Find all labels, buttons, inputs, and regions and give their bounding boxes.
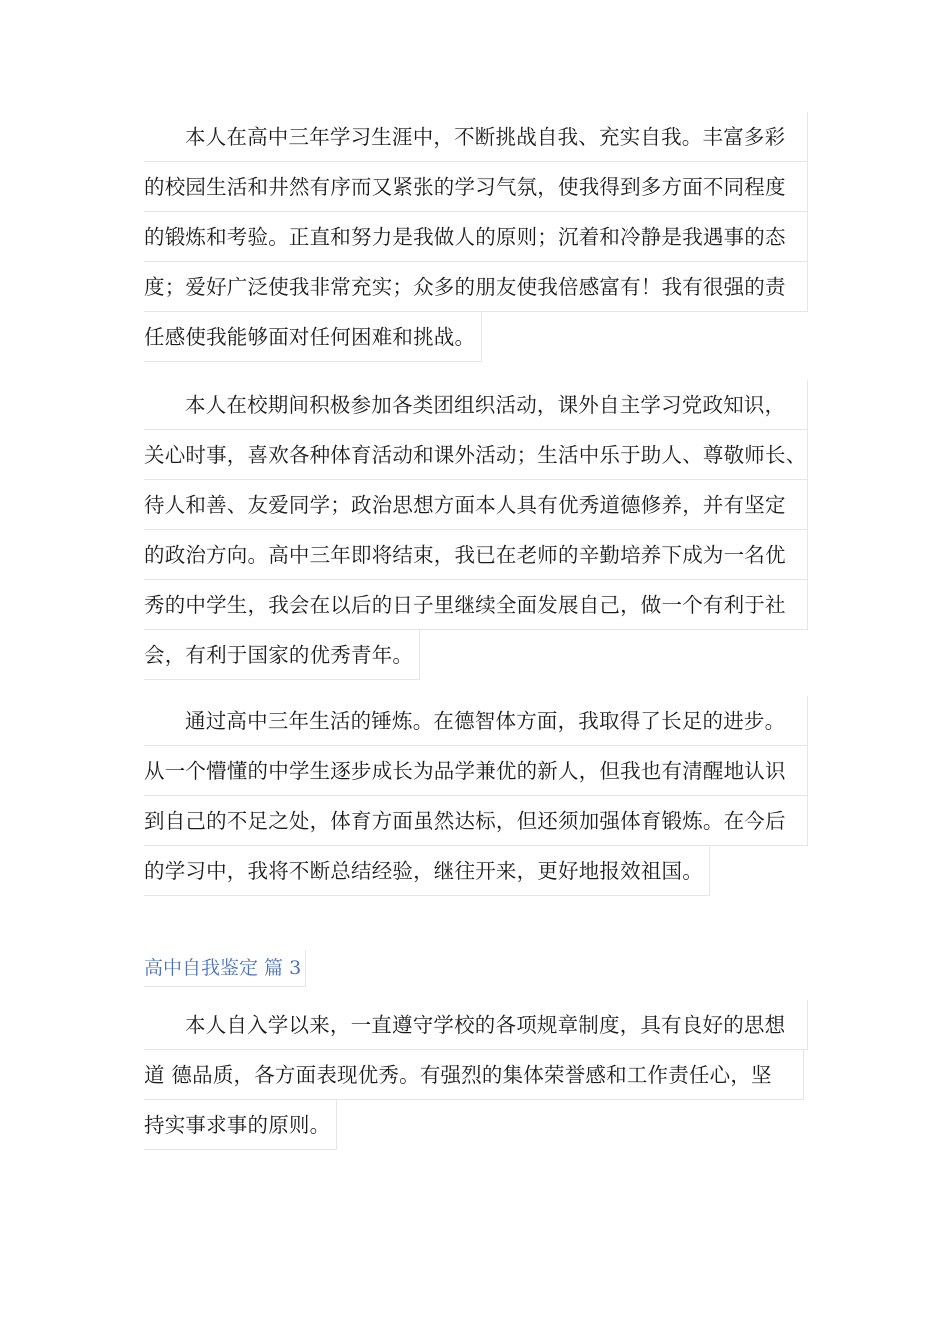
paragraph-line: 通过高中三年生活的锤炼。在德智体方面，我取得了长足的进步。 (144, 696, 808, 746)
paragraph-3 (144, 696, 808, 900)
paragraph-line: 持实事求事的原则。 (144, 1100, 337, 1150)
paragraph-line: 从一个懵懂的中学生逐步成长为品学兼优的新人，但我也有清醒地认识 (144, 746, 808, 796)
paragraph-line: 的政治方向。高中三年即将结束，我已在老师的辛勤培养下成为一名优 (144, 530, 808, 580)
paragraph-2 (144, 380, 808, 684)
paragraph-line: 的锻炼和考验。正直和努力是我做人的原则；沉着和冷静是我遇事的态 (144, 212, 808, 262)
paragraph-line: 度；爱好广泛使我非常充实；众多的朋友使我倍感富有！我有很强的责 (144, 262, 808, 312)
paragraph-line: 到自己的不足之处，体育方面虽然达标，但还须加强体育锻炼。在今后 (144, 796, 808, 846)
paragraph-line: 秀的中学生，我会在以后的日子里继续全面发展自己，做一个有利于社 (144, 580, 808, 630)
paragraph-line: 的学习中，我将不断总结经验，继往开来，更好地报效祖国。 (144, 846, 710, 896)
paragraph-line: 的校园生活和井然有序而又紧张的学习气氛，使我得到多方面不同程度 (144, 162, 808, 212)
paragraph-4 (144, 1000, 808, 1154)
paragraph-line: 道 德品质，各方面表现优秀。有强烈的集体荣誉感和工作责任心，坚 (144, 1050, 804, 1100)
paragraph-line: 本人在校期间积极参加各类团组织活动，课外自主学习党政知识， (144, 380, 808, 430)
paragraph-line: 任感使我能够面对任何困难和挑战。 (144, 312, 482, 362)
paragraph-line: 本人在高中三年学习生涯中，不断挑战自我、充实自我。丰富多彩 (144, 112, 808, 162)
section-heading: 高中自我鉴定 篇 3 (144, 950, 306, 987)
paragraph-line: 关心时事，喜欢各种体育活动和课外活动；生活中乐于助人、尊敬师长、 (144, 430, 808, 480)
paragraph-1 (144, 112, 808, 366)
paragraph-line: 待人和善、友爱同学；政治思想方面本人具有优秀道德修养，并有坚定 (144, 480, 808, 530)
paragraph-line: 会，有利于国家的优秀青年。 (144, 630, 420, 680)
paragraph-line: 本人自入学以来，一直遵守学校的各项规章制度，具有良好的思想 (144, 1000, 808, 1050)
